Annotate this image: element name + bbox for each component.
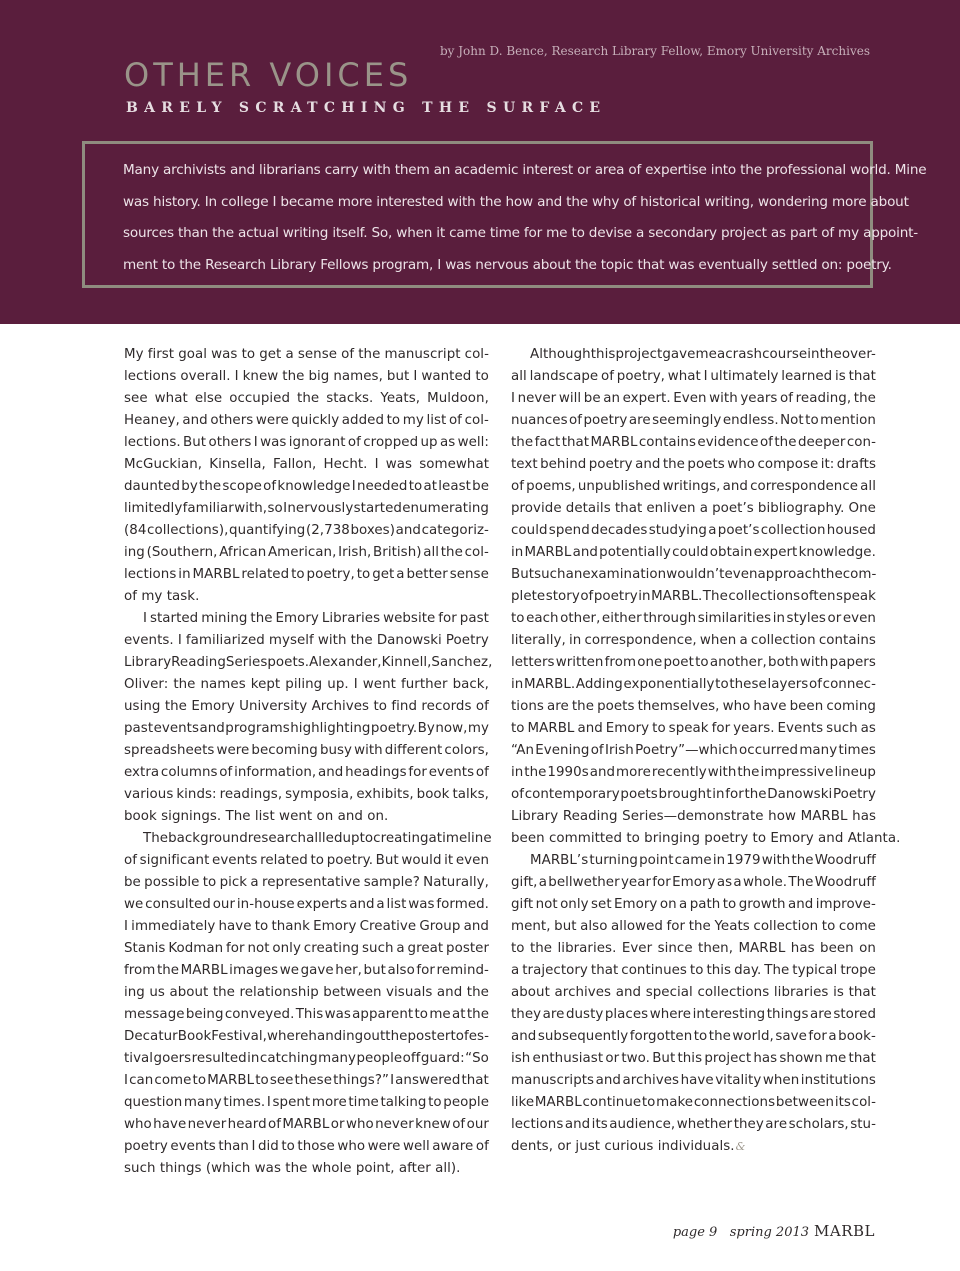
text-line: “An Evening of Irish Poetry”—which occurred many times	[511, 743, 876, 758]
text-line: limitedly familiar with, so I nervously started enumerating	[124, 501, 489, 516]
publication-brand: MARBL	[814, 1222, 875, 1240]
text-line: like MARBL continue to make connections between its col-	[511, 1095, 876, 1110]
text-line: Although this project gave me a crash course in the over-	[530, 347, 876, 362]
text-line: I never will be an expert. Even with years of reading, the	[511, 391, 876, 406]
text-line: manuscripts and archives have vitality when institutions	[511, 1073, 876, 1088]
text-line: been committed to bringing poetry to Emory and Atlanta.	[511, 831, 901, 846]
text-line: lections. But others I was ignorant of cropped up as well:	[124, 435, 489, 450]
text-line: gift not only set Emory on a path to growth and improve-	[511, 897, 876, 912]
text-line: various kinds: readings, symposia, exhibits, book talks,	[124, 787, 489, 802]
text-line: lections overall. I knew the big names, but I wanted to	[124, 369, 489, 384]
body-paragraph	[511, 344, 901, 850]
text-line	[511, 1136, 876, 1158]
text-line: about archives and special collections libraries is that	[511, 985, 876, 1000]
text-line: question many times. I spent more time talking to people	[124, 1095, 489, 1110]
text-line: message being conveyed. This was apparent to me at the	[124, 1007, 489, 1022]
text-line: of my task.	[124, 589, 200, 604]
text-line: we consulted our in-house experts and a list was formed.	[124, 897, 489, 912]
text-line: book signings. The list went on and on.	[124, 809, 389, 824]
text-line: such things (which was the whole point, after all).	[124, 1161, 461, 1176]
text-line: and subsequently forgotten to the world, save for a book-	[511, 1029, 876, 1044]
text-line: MARBL’s turning point came in 1979 with the Woodruff	[530, 853, 876, 868]
end-of-article-mark: &	[735, 1140, 746, 1153]
text-line: from the MARBL images we gave her, but also for remind-	[124, 963, 489, 978]
right-column	[511, 344, 901, 1158]
text-line: plete story of poetry in MARBL. The collections often speak	[511, 589, 876, 604]
text-line: lections and its audience, whether they are scholars, stu-	[511, 1117, 876, 1132]
text-line: of contemporary poets brought in for the Danowski Poetry	[511, 787, 876, 802]
text-line: the fact that MARBL contains evidence of the deeper con-	[511, 435, 876, 450]
text-line: to each other, either through similarities in styles or even	[511, 611, 876, 626]
text-line: ing us about the relationship between visuals and the	[124, 985, 489, 1000]
body-paragraph	[124, 344, 489, 608]
section-title: OTHER VOICES	[124, 56, 413, 94]
text-line: tions are the poets themselves, who have been coming	[511, 699, 876, 714]
text-line: ment, but also allowed for the Yeats collection to come	[511, 919, 876, 934]
intro-line: ment to the Research Library Fellows program, I was nervous about the topic that was eventually settled on: poetry.	[123, 256, 892, 273]
text-line: in MARBL and potentially could obtain expert knowledge.	[511, 545, 876, 560]
text-line: a trajectory that continues to this day. The typical trope	[511, 963, 876, 978]
text-line: Stanis Kodman for not only creating such a great poster	[124, 941, 489, 956]
text-line: My first goal was to get a sense of the manuscript col-	[124, 347, 489, 362]
text-line: Decatur Book Festival, where handing out the poster to fes-	[124, 1029, 489, 1044]
issue-label: spring 2013	[729, 1225, 810, 1240]
text-line: text behind poetry and the poets who compose it: drafts	[511, 457, 876, 472]
text-line: Oliver: the names kept piling up. I went further back,	[124, 677, 489, 692]
article-subtitle: BARELY SCRATCHING THE SURFACE	[126, 100, 607, 116]
text-line: The background research all led up to creating a timeline	[143, 831, 492, 846]
text-line: Library Reading Series poets. Alexander, Kinnell, Sanchez,	[124, 655, 493, 670]
text-line: past events and programs highlighting poetry. By now, my	[124, 721, 489, 736]
text-line: all landscape of poetry, what I ultimately learned is that	[511, 369, 876, 384]
text-line: nuances of poetry are seemingly endless. Not to mention	[511, 413, 876, 428]
intro-line: was history. In college I became more interested with the how and the why of historical writing, wondering more about	[123, 193, 909, 210]
text-line: using the Emory University Archives to find records of	[124, 699, 489, 714]
body-paragraph	[124, 608, 493, 828]
text-line: daunted by the scope of knowledge I needed to at least be	[124, 479, 489, 494]
text-line: (84 collections), quantifying (2,738 boxes) and categoriz-	[124, 523, 489, 538]
text-line: they are dusty places where interesting things are stored	[511, 1007, 876, 1022]
text-line: spreadsheets were becoming busy with different colors,	[124, 743, 489, 758]
text-line: I immediately have to thank Emory Creative Group and	[124, 919, 489, 934]
text-line: events. I familiarized myself with the Danowski Poetry	[124, 633, 489, 648]
intro-paragraph	[123, 155, 927, 281]
text-line: lections in MARBL related to poetry, to get a better sense	[124, 567, 489, 582]
text-line: in MARBL. Adding exponentially to these layers of connec-	[511, 677, 876, 692]
text-line: Library Reading Series—demonstrate how MARBL has	[511, 809, 876, 824]
body-paragraph	[124, 828, 492, 1180]
text-line: could spend decades studying a poet’s collection housed	[511, 523, 876, 538]
text-line: be possible to pick a representative sample? Naturally,	[124, 875, 489, 890]
intro-line: Many archivists and librarians carry with them an academic interest or area of expertise into the professional world. Mine	[123, 162, 927, 178]
text-line: I started mining the Emory Libraries website for past	[143, 611, 489, 626]
page-number: page 9	[672, 1225, 718, 1240]
body-paragraph	[511, 850, 876, 1158]
text-line: who have never heard of MARBL or who never knew of our	[124, 1117, 489, 1132]
byline: by John D. Bence, Research Library Fellow, Emory University Archives	[439, 44, 870, 58]
text-line: poetry events than I did to those who were well aware of	[124, 1139, 489, 1154]
text-line: literally, in correspondence, when a collection contains	[511, 633, 876, 648]
text-line: McGuckian, Kinsella, Fallon, Hecht. I was somewhat	[124, 457, 489, 472]
text-line: But such an examination wouldn’t even approach the com-	[511, 567, 877, 582]
text-line: I can come to MARBL to see these things?” I answered that	[124, 1073, 489, 1088]
intro-line: sources than the actual writing itself. So, when it came time for me to devise a secondary project as part of my appoint-	[123, 225, 919, 241]
page-footer	[673, 1222, 875, 1240]
text-line: see what else occupied the stacks. Yeats, Muldoon,	[124, 391, 489, 406]
text-line: to MARBL and Emory to speak for years. Events such as	[511, 721, 876, 736]
text-line: ish enthusiast or two. But this project has shown me that	[511, 1051, 876, 1066]
text-line: of significant events related to poetry. But would it even	[124, 853, 489, 868]
text-line: in the 1990s and more recently with the impressive lineup	[511, 765, 876, 780]
final-line-text: dents, or just curious individuals.	[511, 1139, 735, 1154]
text-line: extra columns of information, and headings for events of	[124, 765, 489, 780]
text-line: tival goers resulted in catching many people off guard: “So	[124, 1051, 489, 1066]
text-line: letters written from one poet to another, both with papers	[511, 655, 876, 670]
text-line: gift, a bellwether year for Emory as a whole. The Woodruff	[511, 875, 876, 890]
text-line: Heaney, and others were quickly added to my list of col-	[124, 413, 489, 428]
left-column	[124, 344, 493, 1180]
text-line: of poems, unpublished writings, and correspondence all	[511, 479, 876, 494]
text-line: ing (Southern, African American, Irish, British) all the col-	[124, 545, 489, 560]
text-line: provide details that enliven a poet’s bibliography. One	[511, 501, 876, 516]
text-line: to the libraries. Ever since then, MARBL has been on	[511, 941, 876, 956]
